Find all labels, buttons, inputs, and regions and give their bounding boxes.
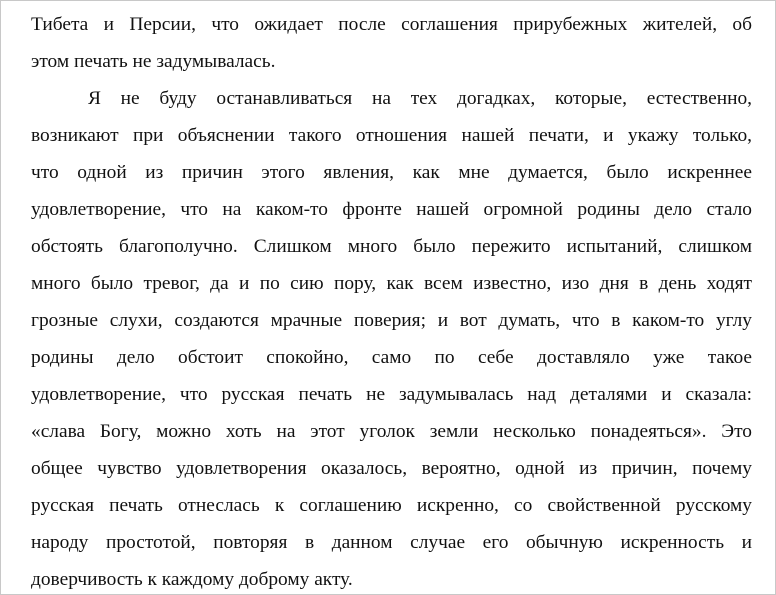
text-line-9: грозные слухи, создаются мрачные поверия; и вот думать, что в каком-то углу bbox=[31, 310, 752, 331]
text-line-1: Тибета и Персии, что ожидает после соглашения прирубежных жителей, об bbox=[31, 14, 752, 35]
text-line-4: возникают при объяснении такого отношения нашей печати, и укажу только, bbox=[31, 125, 752, 146]
text-line-12: «слава Богу, можно хоть на этот уголок земли несколько понадеяться». Это bbox=[31, 421, 752, 442]
text-line-14: русская печать отнеслась к соглашению искренно, со свойственной русскому bbox=[31, 495, 752, 516]
text-line-8: много было тревог, да и по сию пору, как всем известно, изо дня в день ходят bbox=[31, 273, 752, 294]
document-body bbox=[31, 6, 752, 595]
text-line-2: этом печать не задумывалась. bbox=[31, 51, 276, 72]
text-line-15: народу простотой, повторяя в данном случае его обычную искренность и bbox=[31, 532, 752, 553]
text-line-10: родины дело обстоит спокойно, само по себе доставляло уже такое bbox=[31, 347, 752, 368]
text-line-7: обстоять благополучно. Слишком много было пережито испытаний, слишком bbox=[31, 236, 752, 257]
text-line-16: доверчивость к каждому доброму акту. bbox=[31, 569, 353, 590]
text-line-6: удовлетворение, что на каком-то фронте нашей огромной родины дело стало bbox=[31, 199, 752, 220]
text-line-3: Я не буду останавливаться на тех догадках, которые, естественно, bbox=[88, 88, 752, 109]
text-line-5: что одной из причин этого явления, как мне думается, было искреннее bbox=[31, 162, 752, 183]
text-line-13: общее чувство удовлетворения оказалось, вероятно, одной из причин, почему bbox=[31, 458, 752, 479]
text-line-11: удовлетворение, что русская печать не задумывалась над деталями и сказала: bbox=[31, 384, 752, 405]
